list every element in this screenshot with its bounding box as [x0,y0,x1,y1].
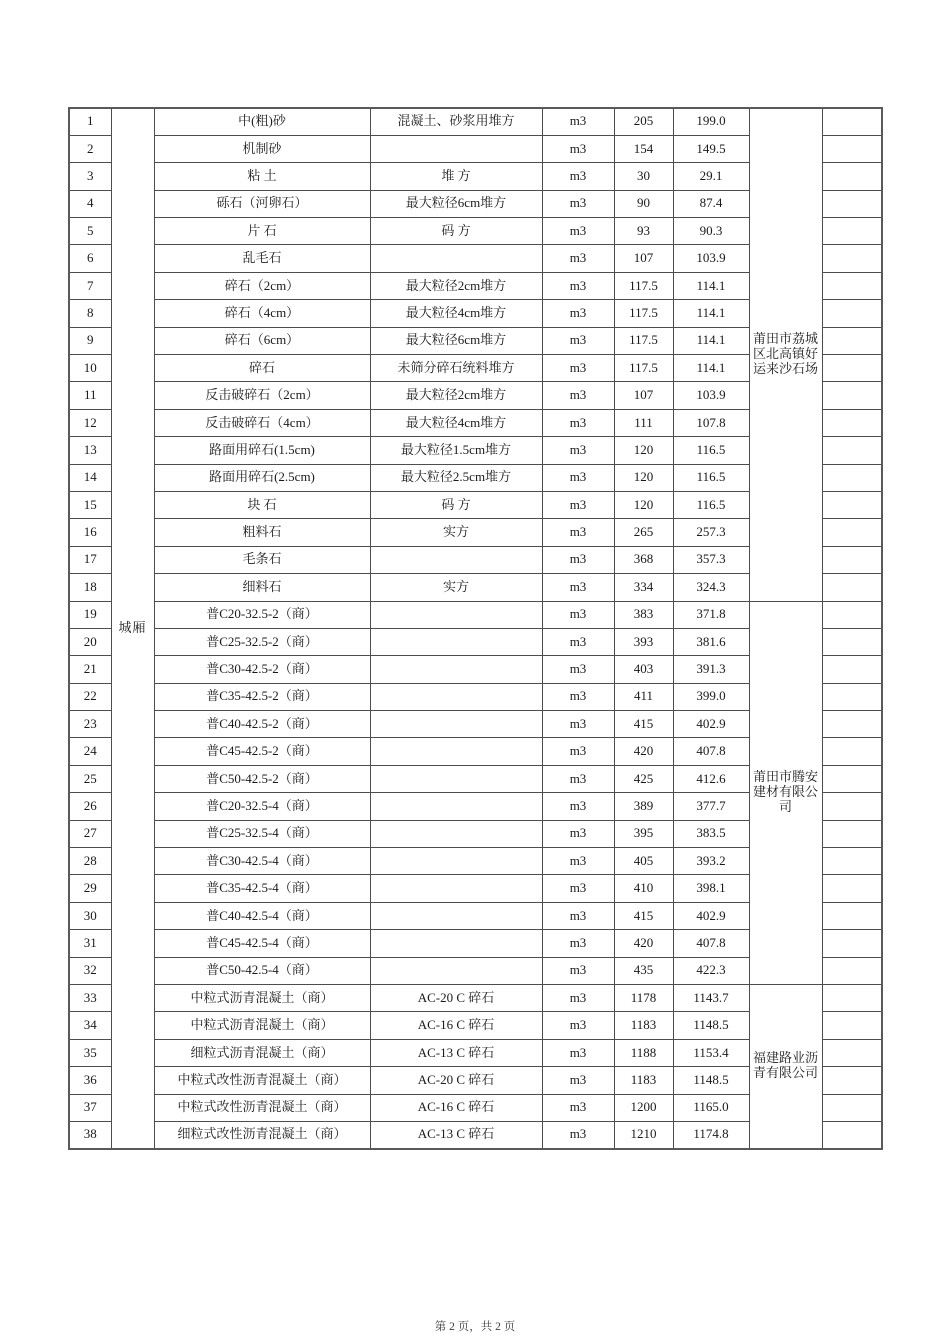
spec-cell [370,793,542,820]
unit-cell: m3 [542,437,614,464]
adjusted-price-cell: 357.3 [673,546,749,573]
material-name-cell: 普C35-42.5-2（商） [154,683,370,710]
unit-cell: m3 [542,628,614,655]
row-number-cell: 2 [69,135,111,162]
price-cell: 111 [614,409,673,436]
unit-cell: m3 [542,409,614,436]
price-cell: 403 [614,656,673,683]
spec-cell: 最大粒径4cm堆方 [370,300,542,327]
material-price-table [68,107,883,1150]
adjusted-price-cell: 114.1 [673,327,749,354]
unit-cell: m3 [542,656,614,683]
material-name-cell: 碎石（2cm） [154,272,370,299]
adjusted-price-cell: 257.3 [673,519,749,546]
row-number-cell: 29 [69,875,111,902]
material-name-cell: 细料石 [154,574,370,601]
unit-cell: m3 [542,1067,614,1094]
material-name-cell: 普C20-32.5-4（商） [154,793,370,820]
row-number-cell: 22 [69,683,111,710]
empty-cell [822,738,882,765]
adjusted-price-cell: 114.1 [673,272,749,299]
material-name-cell: 块 石 [154,491,370,518]
spec-cell: 最大粒径6cm堆方 [370,327,542,354]
spec-cell [370,930,542,957]
price-cell: 265 [614,519,673,546]
unit-cell: m3 [542,711,614,738]
material-name-cell: 中粒式沥青混凝土（商） [154,985,370,1012]
spec-cell [370,628,542,655]
material-name-cell: 乱毛石 [154,245,370,272]
material-name-cell: 反击破碎石（2cm） [154,382,370,409]
material-name-cell: 普C25-32.5-2（商） [154,628,370,655]
price-cell: 420 [614,930,673,957]
spec-cell: 码 方 [370,218,542,245]
adjusted-price-cell: 393.2 [673,848,749,875]
spec-cell [370,711,542,738]
empty-cell [822,1094,882,1121]
spec-cell [370,875,542,902]
price-cell: 415 [614,711,673,738]
unit-cell: m3 [542,108,614,135]
adjusted-price-cell: 377.7 [673,793,749,820]
row-number-cell: 18 [69,574,111,601]
empty-cell [822,491,882,518]
empty-cell [822,300,882,327]
material-name-cell: 机制砂 [154,135,370,162]
empty-cell [822,163,882,190]
empty-cell [822,272,882,299]
empty-cell [822,985,882,1012]
adjusted-price-cell: 29.1 [673,163,749,190]
price-cell: 107 [614,245,673,272]
spec-cell: AC-20 C 碎石 [370,1067,542,1094]
price-cell: 107 [614,382,673,409]
spec-cell [370,656,542,683]
price-table-body [69,108,882,1149]
empty-cell [822,245,882,272]
adjusted-price-cell: 402.9 [673,711,749,738]
table-row [69,985,882,1012]
row-number-cell: 37 [69,1094,111,1121]
adjusted-price-cell: 1153.4 [673,1039,749,1066]
row-number-cell: 28 [69,848,111,875]
unit-cell: m3 [542,546,614,573]
adjusted-price-cell: 103.9 [673,245,749,272]
row-number-cell: 15 [69,491,111,518]
spec-cell: AC-13 C 碎石 [370,1039,542,1066]
row-number-cell: 7 [69,272,111,299]
unit-cell: m3 [542,985,614,1012]
unit-cell: m3 [542,190,614,217]
price-cell: 120 [614,464,673,491]
empty-cell [822,1012,882,1039]
unit-cell: m3 [542,902,614,929]
price-cell: 1200 [614,1094,673,1121]
adjusted-price-cell: 90.3 [673,218,749,245]
material-name-cell: 普C30-42.5-2（商） [154,656,370,683]
empty-cell [822,1067,882,1094]
page-footer [0,1318,950,1333]
spec-cell [370,546,542,573]
row-number-cell: 24 [69,738,111,765]
unit-cell: m3 [542,848,614,875]
material-name-cell: 普C50-42.5-4（商） [154,957,370,984]
empty-cell [822,519,882,546]
adjusted-price-cell: 149.5 [673,135,749,162]
empty-cell [822,683,882,710]
row-number-cell: 14 [69,464,111,491]
unit-cell: m3 [542,1094,614,1121]
row-number-cell: 8 [69,300,111,327]
row-number-cell: 33 [69,985,111,1012]
adjusted-price-cell: 391.3 [673,656,749,683]
unit-cell: m3 [542,163,614,190]
row-number-cell: 31 [69,930,111,957]
price-cell: 117.5 [614,355,673,382]
material-name-cell: 片 石 [154,218,370,245]
unit-cell: m3 [542,464,614,491]
spec-cell [370,601,542,628]
unit-cell: m3 [542,601,614,628]
unit-cell: m3 [542,382,614,409]
empty-cell [822,327,882,354]
unit-cell: m3 [542,1012,614,1039]
unit-cell: m3 [542,930,614,957]
price-cell: 368 [614,546,673,573]
adjusted-price-cell: 1165.0 [673,1094,749,1121]
spec-cell: AC-16 C 碎石 [370,1012,542,1039]
adjusted-price-cell: 402.9 [673,902,749,929]
empty-cell [822,409,882,436]
unit-cell: m3 [542,519,614,546]
adjusted-price-cell: 422.3 [673,957,749,984]
supplier-cell: 莆田市荔城区北高镇好运来沙石场 [749,108,822,601]
row-number-cell: 25 [69,765,111,792]
spec-cell: 最大粒径2cm堆方 [370,382,542,409]
row-number-cell: 16 [69,519,111,546]
price-cell: 90 [614,190,673,217]
spec-cell [370,135,542,162]
empty-cell [822,601,882,628]
row-number-cell: 1 [69,108,111,135]
price-cell: 383 [614,601,673,628]
spec-cell: 最大粒径2.5cm堆方 [370,464,542,491]
row-number-cell: 20 [69,628,111,655]
unit-cell: m3 [542,327,614,354]
empty-cell [822,656,882,683]
price-cell: 154 [614,135,673,162]
adjusted-price-cell: 114.1 [673,355,749,382]
adjusted-price-cell: 324.3 [673,574,749,601]
price-cell: 1183 [614,1012,673,1039]
empty-cell [822,135,882,162]
unit-cell: m3 [542,491,614,518]
material-name-cell: 普C45-42.5-4（商） [154,930,370,957]
price-cell: 117.5 [614,327,673,354]
unit-cell: m3 [542,793,614,820]
material-name-cell: 碎石（6cm） [154,327,370,354]
adjusted-price-cell: 103.9 [673,382,749,409]
empty-cell [822,437,882,464]
adjusted-price-cell: 399.0 [673,683,749,710]
price-cell: 1188 [614,1039,673,1066]
material-name-cell: 路面用碎石(1.5cm) [154,437,370,464]
adjusted-price-cell: 116.5 [673,491,749,518]
unit-cell: m3 [542,245,614,272]
row-number-cell: 38 [69,1121,111,1148]
material-name-cell: 中(粗)砂 [154,108,370,135]
unit-cell: m3 [542,1039,614,1066]
supplier-cell: 莆田市腾安建材有限公司 [749,601,822,984]
material-name-cell: 粘 土 [154,163,370,190]
empty-cell [822,464,882,491]
spec-cell: 堆 方 [370,163,542,190]
empty-cell [822,930,882,957]
row-number-cell: 30 [69,902,111,929]
row-number-cell: 26 [69,793,111,820]
spec-cell [370,245,542,272]
row-number-cell: 27 [69,820,111,847]
material-name-cell: 普C35-42.5-4（商） [154,875,370,902]
spec-cell [370,820,542,847]
spec-cell: 最大粒径4cm堆方 [370,409,542,436]
price-cell: 1183 [614,1067,673,1094]
unit-cell: m3 [542,820,614,847]
row-number-cell: 9 [69,327,111,354]
material-name-cell: 普C25-32.5-4（商） [154,820,370,847]
spec-cell [370,683,542,710]
material-name-cell: 碎石（4cm） [154,300,370,327]
empty-cell [822,355,882,382]
unit-cell: m3 [542,1121,614,1148]
price-cell: 93 [614,218,673,245]
price-cell: 420 [614,738,673,765]
unit-cell: m3 [542,875,614,902]
row-number-cell: 19 [69,601,111,628]
spec-cell: AC-13 C 碎石 [370,1121,542,1148]
row-number-cell: 32 [69,957,111,984]
empty-cell [822,902,882,929]
material-name-cell: 毛条石 [154,546,370,573]
adjusted-price-cell: 114.1 [673,300,749,327]
spec-cell: 最大粒径1.5cm堆方 [370,437,542,464]
row-number-cell: 35 [69,1039,111,1066]
unit-cell: m3 [542,683,614,710]
price-cell: 30 [614,163,673,190]
spec-cell: 码 方 [370,491,542,518]
empty-cell [822,711,882,738]
empty-cell [822,1039,882,1066]
empty-cell [822,765,882,792]
material-name-cell: 粗料石 [154,519,370,546]
empty-cell [822,546,882,573]
spec-cell [370,765,542,792]
adjusted-price-cell: 1148.5 [673,1012,749,1039]
row-number-cell: 23 [69,711,111,738]
price-cell: 117.5 [614,272,673,299]
price-cell: 393 [614,628,673,655]
row-number-cell: 10 [69,355,111,382]
empty-cell [822,957,882,984]
spec-cell [370,848,542,875]
price-cell: 120 [614,491,673,518]
price-cell: 425 [614,765,673,792]
spec-cell [370,738,542,765]
unit-cell: m3 [542,738,614,765]
material-name-cell: 反击破碎石（4cm） [154,409,370,436]
adjusted-price-cell: 87.4 [673,190,749,217]
empty-cell [822,793,882,820]
material-name-cell: 中粒式沥青混凝土（商） [154,1012,370,1039]
material-name-cell: 普C30-42.5-4（商） [154,848,370,875]
row-number-cell: 13 [69,437,111,464]
price-cell: 411 [614,683,673,710]
price-cell: 435 [614,957,673,984]
price-cell: 120 [614,437,673,464]
adjusted-price-cell: 371.8 [673,601,749,628]
adjusted-price-cell: 1143.7 [673,985,749,1012]
adjusted-price-cell: 407.8 [673,738,749,765]
spec-cell [370,902,542,929]
material-name-cell: 中粒式改性沥青混凝土（商） [154,1094,370,1121]
adjusted-price-cell: 107.8 [673,409,749,436]
spec-cell: 实方 [370,519,542,546]
unit-cell: m3 [542,355,614,382]
empty-cell [822,574,882,601]
material-name-cell: 普C45-42.5-2（商） [154,738,370,765]
price-cell: 334 [614,574,673,601]
adjusted-price-cell: 398.1 [673,875,749,902]
page-number-text: 第 2 页，共 2 页 [434,1321,516,1333]
row-number-cell: 12 [69,409,111,436]
table-row [69,601,882,628]
price-cell: 410 [614,875,673,902]
region-cell: 城厢 [111,108,154,1149]
material-name-cell: 普C40-42.5-4（商） [154,902,370,929]
spec-cell: 最大粒径2cm堆方 [370,272,542,299]
material-name-cell: 普C20-32.5-2（商） [154,601,370,628]
adjusted-price-cell: 412.6 [673,765,749,792]
adjusted-price-cell: 407.8 [673,930,749,957]
material-name-cell: 碎石 [154,355,370,382]
unit-cell: m3 [542,765,614,792]
row-number-cell: 34 [69,1012,111,1039]
empty-cell [822,848,882,875]
adjusted-price-cell: 1174.8 [673,1121,749,1148]
empty-cell [822,628,882,655]
price-cell: 405 [614,848,673,875]
empty-cell [822,382,882,409]
adjusted-price-cell: 1148.5 [673,1067,749,1094]
material-name-cell: 普C40-42.5-2（商） [154,711,370,738]
material-name-cell: 细粒式沥青混凝土（商） [154,1039,370,1066]
unit-cell: m3 [542,272,614,299]
unit-cell: m3 [542,135,614,162]
spec-cell: AC-20 C 碎石 [370,985,542,1012]
row-number-cell: 21 [69,656,111,683]
spec-cell: 实方 [370,574,542,601]
spec-cell: 最大粒径6cm堆方 [370,190,542,217]
adjusted-price-cell: 116.5 [673,437,749,464]
unit-cell: m3 [542,574,614,601]
price-cell: 117.5 [614,300,673,327]
empty-cell [822,108,882,135]
price-cell: 415 [614,902,673,929]
spec-cell: 混凝土、砂浆用堆方 [370,108,542,135]
empty-cell [822,190,882,217]
supplier-cell: 福建路业沥青有限公司 [749,985,822,1149]
row-number-cell: 4 [69,190,111,217]
material-name-cell: 细粒式改性沥青混凝土（商） [154,1121,370,1148]
price-cell: 1178 [614,985,673,1012]
empty-cell [822,875,882,902]
adjusted-price-cell: 199.0 [673,108,749,135]
row-number-cell: 5 [69,218,111,245]
empty-cell [822,1121,882,1148]
unit-cell: m3 [542,957,614,984]
material-name-cell: 路面用碎石(2.5cm) [154,464,370,491]
row-number-cell: 36 [69,1067,111,1094]
material-name-cell: 普C50-42.5-2（商） [154,765,370,792]
unit-cell: m3 [542,300,614,327]
adjusted-price-cell: 116.5 [673,464,749,491]
adjusted-price-cell: 383.5 [673,820,749,847]
material-name-cell: 中粒式改性沥青混凝土（商） [154,1067,370,1094]
spec-cell: AC-16 C 碎石 [370,1094,542,1121]
price-cell: 395 [614,820,673,847]
row-number-cell: 6 [69,245,111,272]
row-number-cell: 11 [69,382,111,409]
price-cell: 389 [614,793,673,820]
table-row [69,108,882,135]
spec-cell [370,957,542,984]
row-number-cell: 17 [69,546,111,573]
material-name-cell: 砾石（河卵石） [154,190,370,217]
price-cell: 1210 [614,1121,673,1148]
row-number-cell: 3 [69,163,111,190]
spec-cell: 未筛分碎石统料堆方 [370,355,542,382]
unit-cell: m3 [542,218,614,245]
empty-cell [822,820,882,847]
empty-cell [822,218,882,245]
adjusted-price-cell: 381.6 [673,628,749,655]
price-cell: 205 [614,108,673,135]
